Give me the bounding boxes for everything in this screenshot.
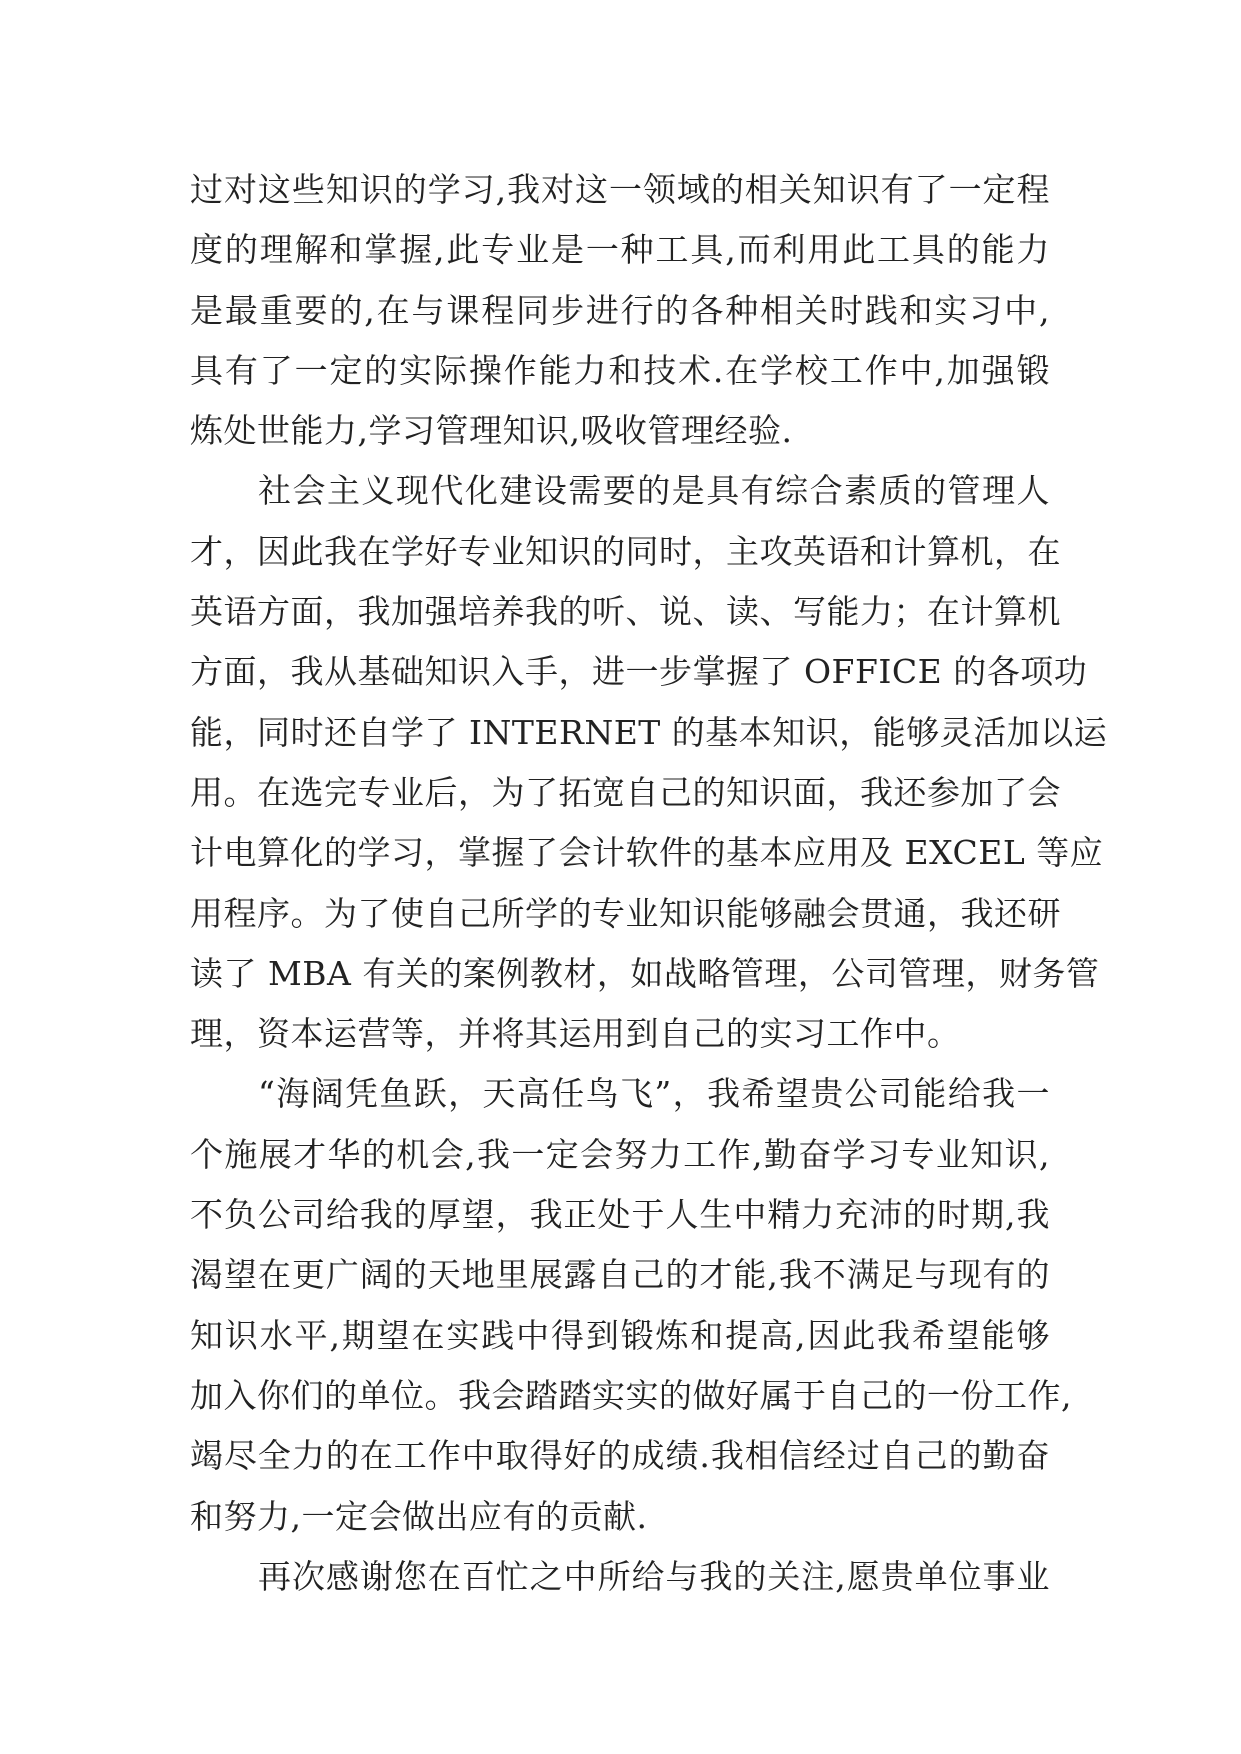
text-line: 个施展才华的机会,我一定会努力工作,勤奋学习专业知识, (190, 1134, 1050, 1174)
text-line: 度的理解和掌握,此专业是一种工具,而利用此工具的能力 (190, 230, 1050, 270)
text-line: 理，资本运营等，并将其运用到自己的实习工作中。 (190, 1014, 961, 1054)
text-line: 知识水平,期望在实践中得到锻炼和提高,因此我希望能够 (190, 1315, 1050, 1355)
text-line: 具有了一定的实际操作能力和技术.在学校工作中,加强锻 (190, 350, 1050, 390)
text-line: 用程序。为了使自己所学的专业知识能够融会贯通，我还研 (190, 893, 1061, 933)
text-line: 读了 MBA 有关的案例教材，如战略管理，公司管理，财务管 (190, 953, 1100, 993)
text-line: 英语方面，我加强培养我的听、说、读、写能力；在计算机 (190, 592, 1061, 632)
text-line: 和努力,一定会做出应有的贡献. (190, 1496, 648, 1536)
text-line: 是最重要的,在与课程同步进行的各种相关时践和实习中, (190, 290, 1050, 330)
paragraph-first-line: “海阔凭鱼跃，天高任鸟飞”，我希望贵公司能给我一 (258, 1074, 1050, 1114)
text-line: 计电算化的学习，掌握了会计软件的基本应用及 EXCEL 等应 (190, 833, 1104, 873)
text-line: 才，因此我在学好专业知识的同时，主攻英语和计算机，在 (190, 531, 1061, 571)
text-line: 炼处世能力,学习管理知识,吸收管理经验. (190, 411, 793, 451)
text-line: 方面，我从基础知识入手，进一步掌握了 OFFICE 的各项功 (190, 652, 1088, 692)
body-text (190, 160, 1108, 1607)
text-line: 不负公司给我的厚望，我正处于人生中精力充沛的时期,我 (190, 1195, 1050, 1235)
text-line: 过对这些知识的学习,我对这一领域的相关知识有了一定程 (190, 170, 1050, 209)
text-line: 竭尽全力的在工作中取得好的成绩.我相信经过自己的勤奋 (190, 1436, 1050, 1476)
paragraph-first-line: 社会主义现代化建设需要的是具有综合素质的管理人 (258, 471, 1050, 511)
text-line: 渴望在更广阔的天地里展露自己的才能,我不满足与现有的 (190, 1255, 1050, 1295)
paragraph-first-line: 再次感谢您在百忙之中所给与我的关注,愿贵单位事业 (258, 1556, 1050, 1596)
text-line: 用。在选完专业后，为了拓宽自己的知识面，我还参加了会 (190, 772, 1061, 812)
text-line: 加入你们的单位。我会踏踏实实的做好属于自己的一份工作, (190, 1375, 1072, 1415)
text-line: 能，同时还自学了 INTERNET 的基本知识，能够灵活加以运 (190, 712, 1108, 752)
